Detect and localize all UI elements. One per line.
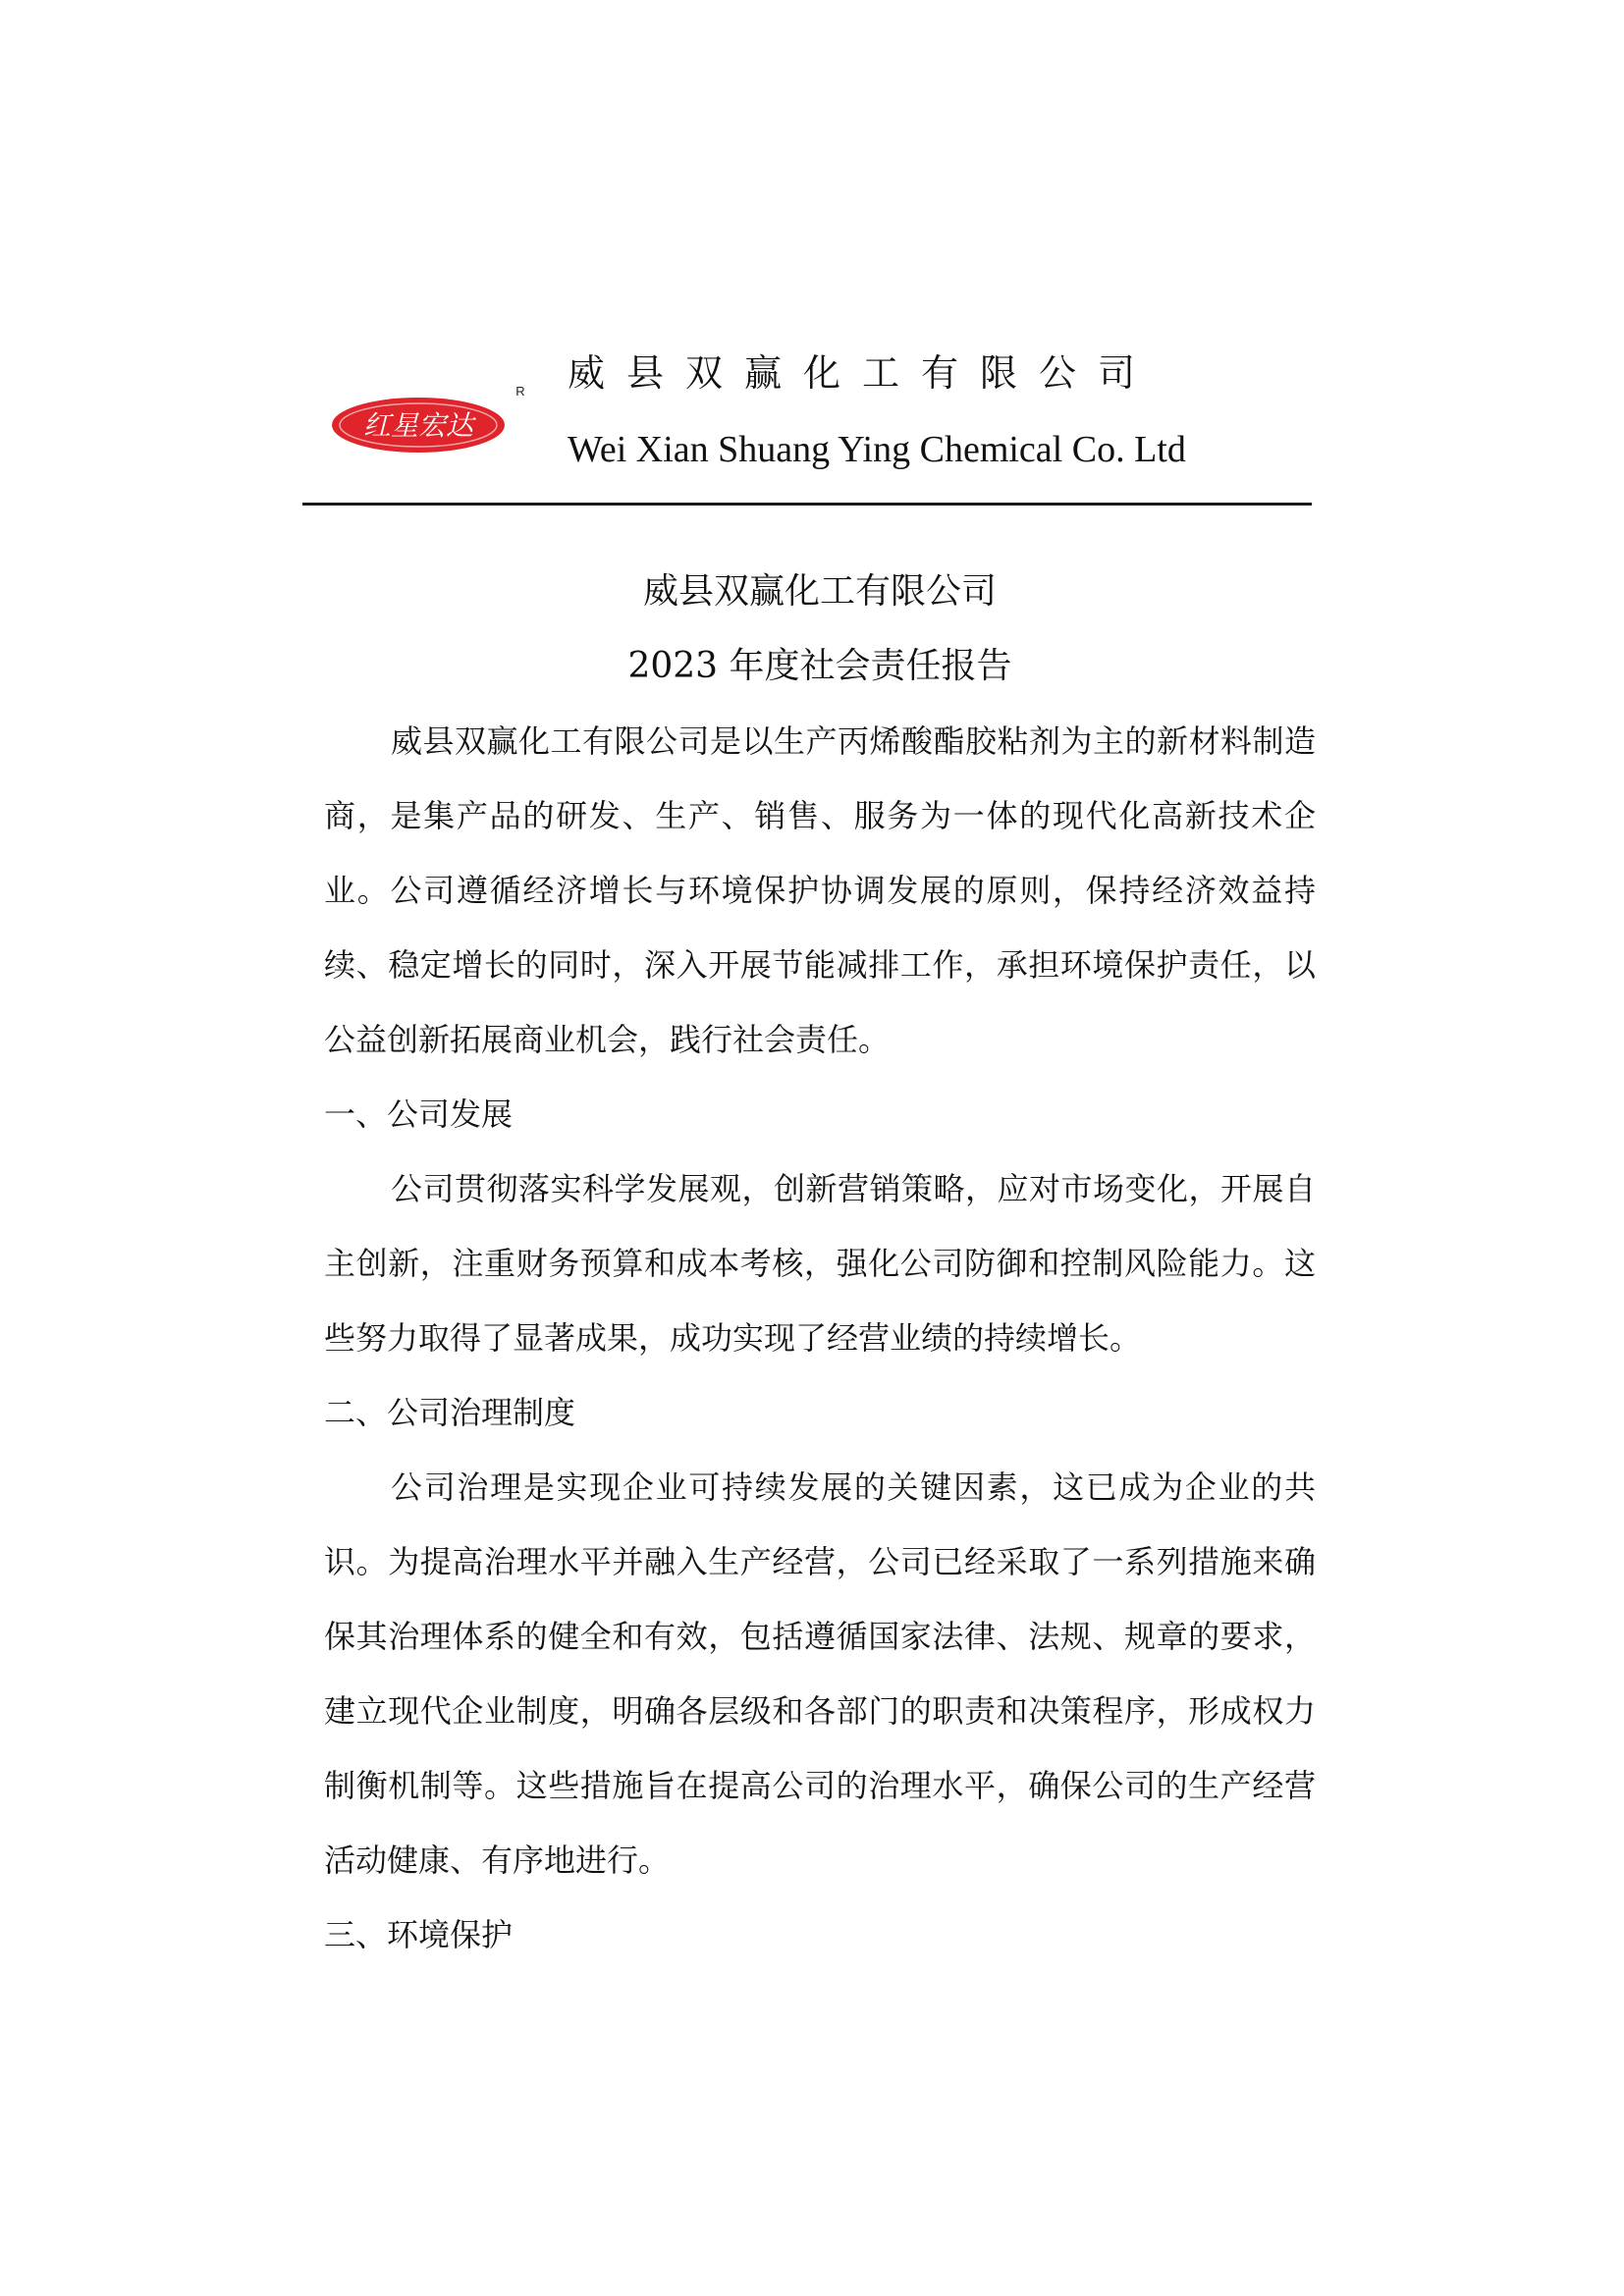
company-name-english: Wei Xian Shuang Ying Chemical Co. Ltd xyxy=(568,429,1186,470)
company-logo xyxy=(324,380,530,458)
section-heading-environment: 三、环境保护 xyxy=(324,1916,514,1953)
section-body-governance: 公司治理是实现企业可持续发展的关键因素，这已成为企业的共识。为提高治理水平并融入生产经营，公司已经采取了一系列措施来确保其治理体系的健全和有效，包括遵循国家法律、法规、规章的要求，建立现代企业制度，明确各层级和各部门的职责和决策程序，形成权力制衡机制等。这些措施旨在提高公司的治理水平，确保公司的生产经营活动健康、有序地进行。 xyxy=(324,1468,1316,1879)
report-title-company: 威县双赢化工有限公司 xyxy=(642,571,997,612)
letterhead-divider xyxy=(302,503,1312,506)
section-heading-governance: 二、公司治理制度 xyxy=(324,1394,576,1431)
logo-ellipse-icon xyxy=(324,380,530,458)
logo-text: 红星宏达 xyxy=(362,409,474,442)
report-title-year: 2023 年度社会责任报告 xyxy=(627,646,1012,686)
letterhead xyxy=(302,339,1312,507)
registered-mark: R xyxy=(515,384,525,399)
section-heading-development: 一、公司发展 xyxy=(324,1095,514,1133)
company-name-chinese: 威县双赢化工有限公司 xyxy=(568,351,1158,395)
section-body-development: 公司贯彻落实科学发展观，创新营销策略，应对市场变化，开展自主创新，注重财务预算和成本考核，强化公司防御和控制风险能力。这些努力取得了显著成果，成功实现了经营业绩的持续增长。 xyxy=(324,1170,1316,1357)
report-body xyxy=(324,555,1316,1972)
intro-paragraph: 威县双赢化工有限公司是以生产丙烯酸酯胶粘剂为主的新材料制造商，是集产品的研发、生产、销售、服务为一体的现代化高新技术企业。公司遵循经济增长与环境保护协调发展的原则，保持经济效益持续、稳定增长的同时，深入开展节能减排工作，承担环境保护责任，以公益创新拓展商业机会，践行社会责任。 xyxy=(324,722,1316,1058)
